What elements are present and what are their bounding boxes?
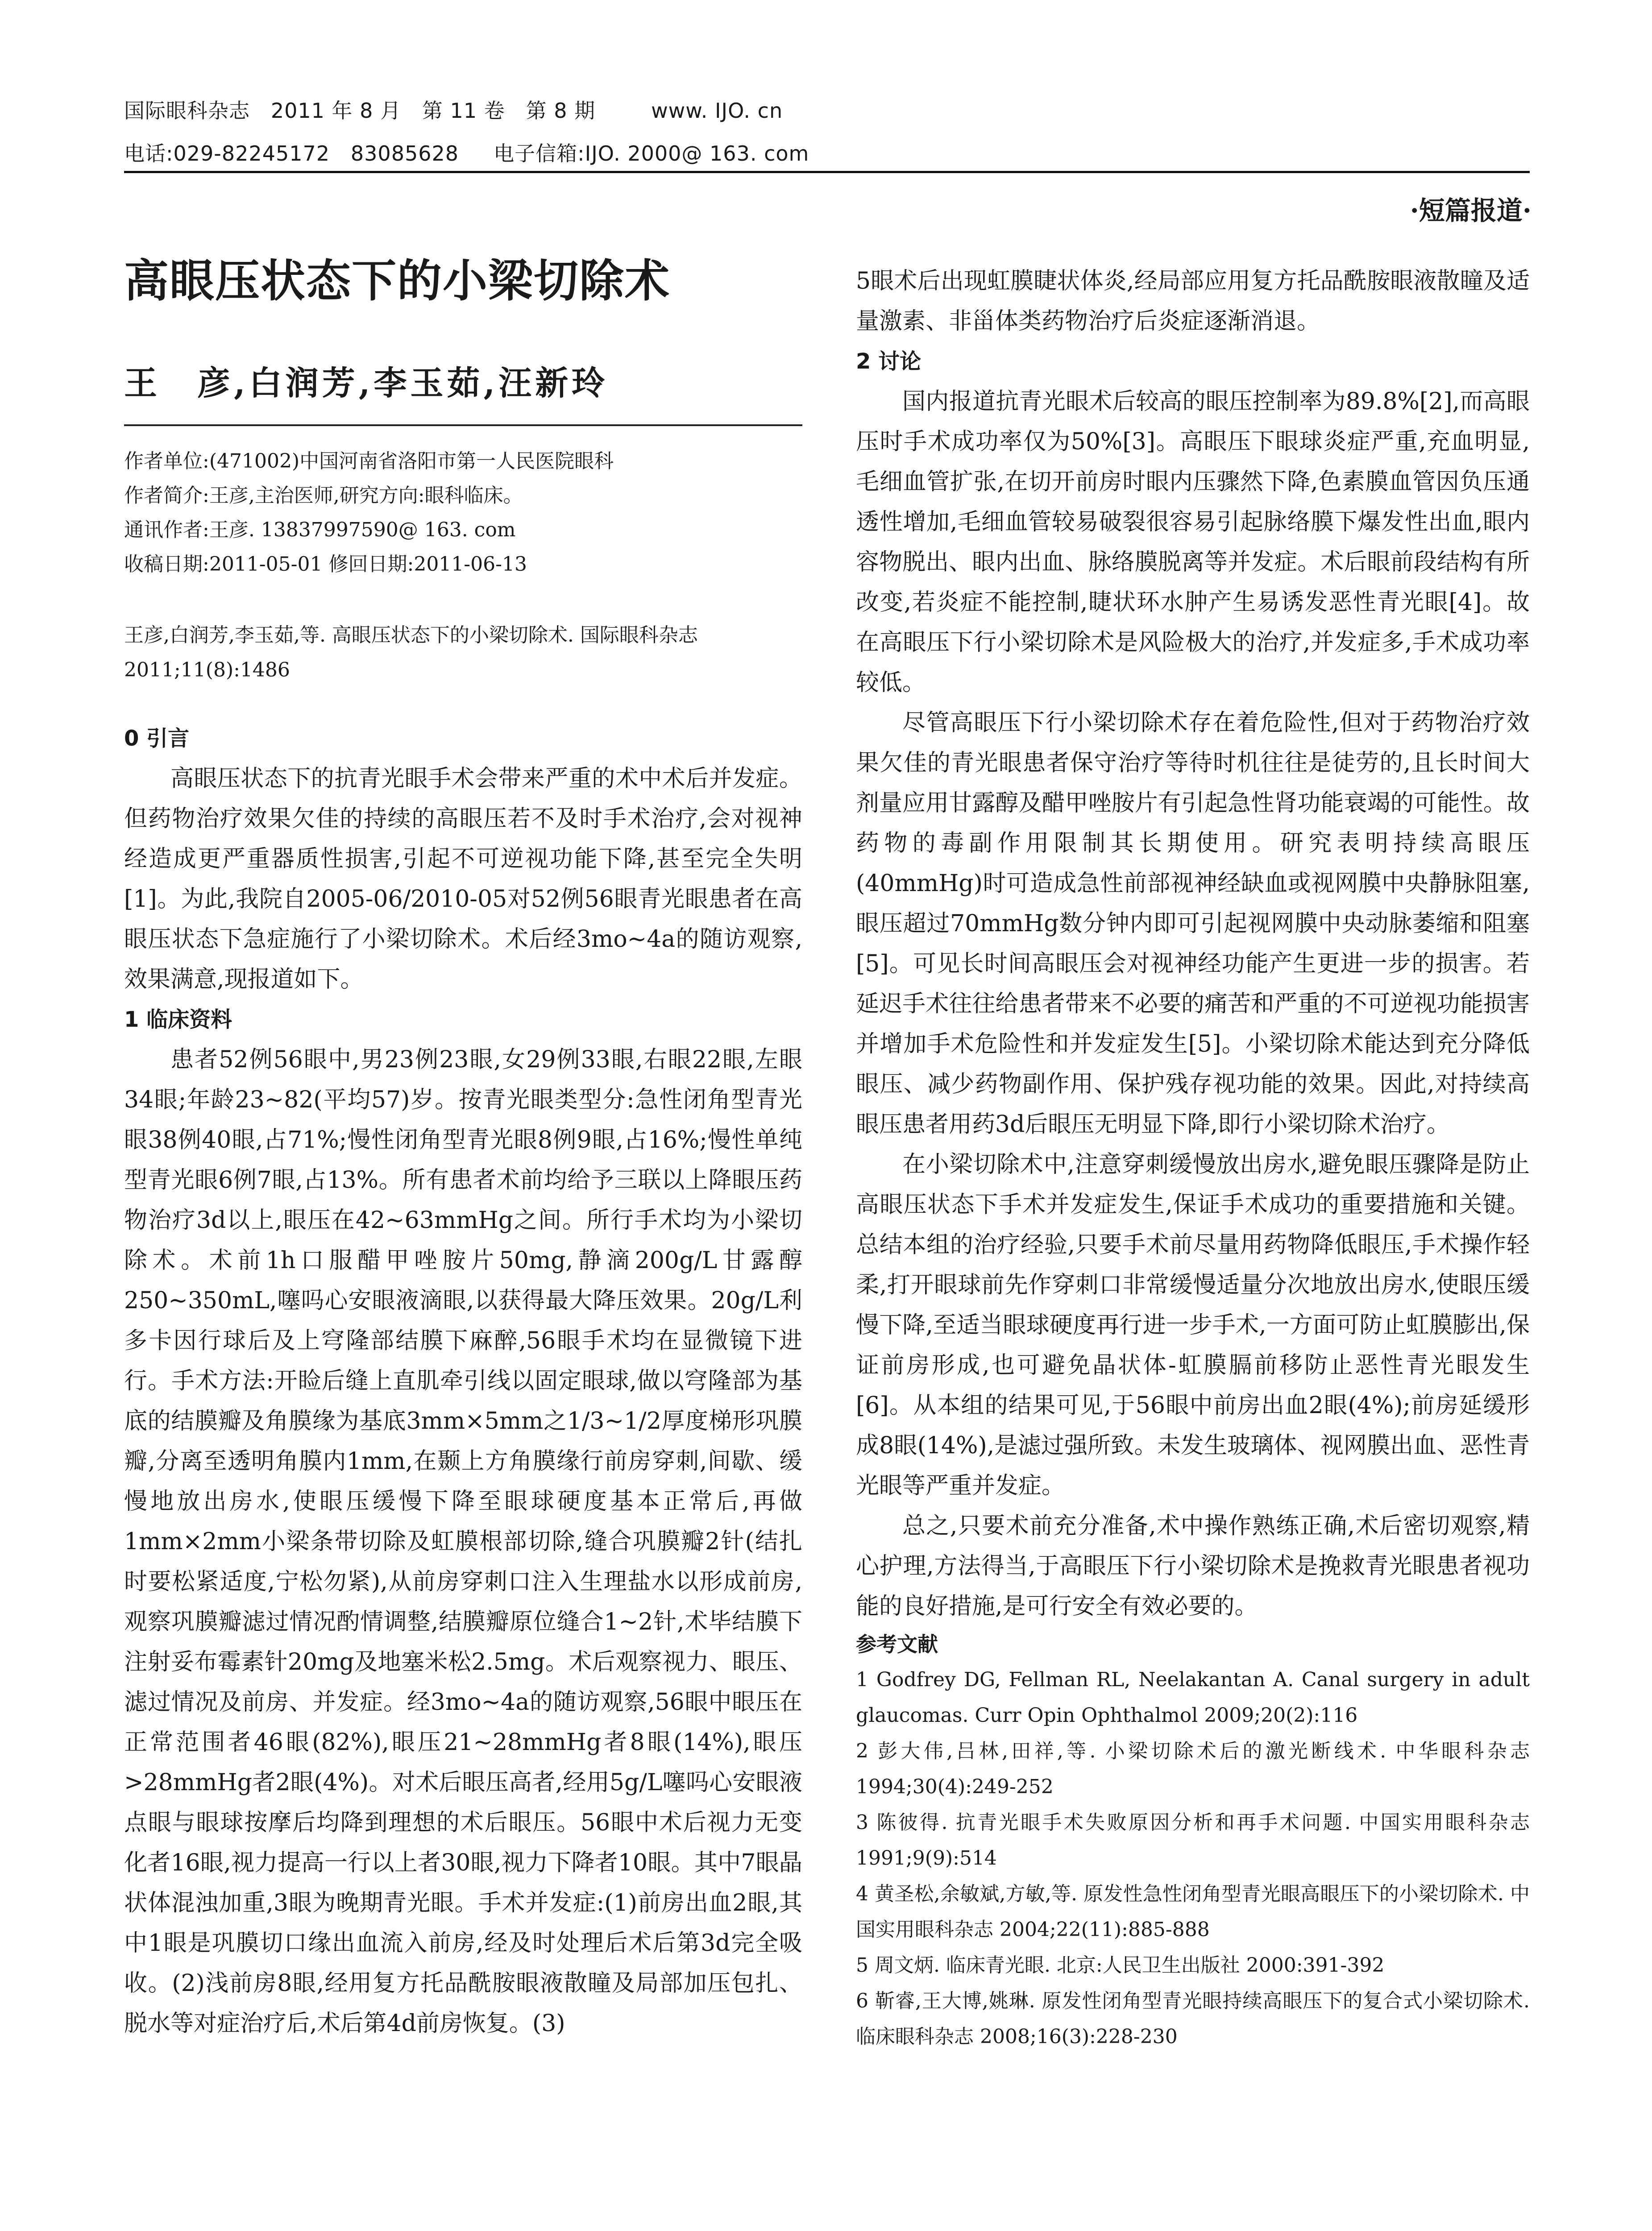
paragraph-discussion-3: 在小梁切除术中,注意穿刺缓慢放出房水,避免眼压骤降是防止高眼压状态下手术并发症发生,保证手术成功的重要措施和关键。总结本组的治疗经验,只要手术前尽量用药物降低眼压,手术操作轻柔,打开眼球前先作穿刺口非常缓慢适量分次地放出房水,使眼压缓慢下降,至适当眼球硬度再行进一步手术,一方面可防止虹膜膨出,保证前房形成,也可避免晶状体-虹膜膈前移防止恶性青光眼发生[6]。从本组的结果可见,于56眼中前房出血2眼(4%);前房延缓形成8眼(14%),是滤过强所致。未发生玻璃体、视网膜出血、恶性青光眼等严重并发症。 xyxy=(856,1151,1530,1499)
journal-header-line2: 电话:029-82245172 83085628 电子信箱:IJO. 2000@ 163. com xyxy=(124,141,809,166)
paragraph-discussion-2: 尽管高眼压下行小梁切除术存在着危险性,但对于药物治疗效果欠佳的青光眼患者保守治疗等待时机往往是徒劳的,且长时间大剂量应用甘露醇及醋甲唑胺片有引起急性肾功能衰竭的可能性。故药物的毒副作用限制其长期使用。研究表明持续高眼压(40mmHg)时可造成急性前部视神经缺血或视网膜中央静脉阻塞,眼压超过70mmHg数分钟内即可引起视网膜中央动脉萎缩和阻塞[5]。可见长时间高眼压会对视神经功能产生更进一步的损害。若延迟手术往往给患者带来不必要的痛苦和严重的不可逆视功能损害并增加手术危险性和并发症发生[5]。小梁切除术能达到充分降低眼压、减少药物副作用、保护残存视功能的效果。因此,对持续高眼压患者用药3d后眼压无明显下降,即行小梁切除术治疗。 xyxy=(856,709,1530,1138)
paragraph-clinical-data: 患者52例56眼中,男23例23眼,女29例33眼,右眼22眼,左眼34眼;年龄23~82(平均57)岁。按青光眼类型分:急性闭角型青光眼38例40眼,占71%;慢性闭角型青光眼8例9眼,占16%;慢性单纯型青光眼6例7眼,占13%。所有患者术前均给予三联以上降眼压药物治疗3d以上,眼压在42~63mmHg之间。所行手术均为小梁切除术。术前1h口服醋甲唑胺片50mg,静滴200g/L甘露醇250~350mL,噻吗心安眼液滴眼,以获得最大降压效果。20g/L利多卡因行球后及上穹隆部结膜下麻醉,56眼手术均在显微镜下进行。手术方法:开睑后缝上直肌牵引线以固定眼球,做以穹隆部为基底的结膜瓣及角膜缘为基底3mm×5mm之1/3~1/2厚度梯形巩膜瓣,分离至透明角膜内1mm,在颞上方角膜缘行前房穿刺,间歇、缓慢地放出房水,使眼压缓慢下降至眼球硬度基本正常后,再做1mm×2mm小梁条带切除及虹膜根部切除,缝合巩膜瓣2针(结扎时要松紧适度,宁松勿紧),从前房穿刺口注入生理盐水以形成前房,观察巩膜瓣滤过情况酌情调整,结膜瓣原位缝合1~2针,术毕结膜下注射妥布霉素针20mg及地塞米松2.5mg。术后观察视力、眼压、滤过情况及前房、并发症。经3mo~4a的随访观察,56眼中眼压在正常范围者46眼(82%),眼压21~28mmHg者8眼(14%),眼压>28mmHg者2眼(4%)。对术后眼压高者,经用5g/L噻吗心安眼液点眼与眼球按摩后均降到理想的术后眼压。56眼中术后视力无变化者16眼,视力提高一行以上者30眼,视力下降者10眼。其中7眼晶状体混浊加重,3眼为晚期青光眼。手术并发症:(1)前房出血2眼,其中1眼是巩膜切口缘出血流入前房,经及时处理后术后第3d完全吸收。(2)浅前房8眼,经用复方托品酰胺眼液散瞳及局部加压包扎、脱水等对症治疗后,术后第4d前房恢复。(3) xyxy=(124,1046,802,2037)
section-tag: ·短篇报道· xyxy=(1410,195,1532,226)
references-list xyxy=(856,1662,1530,2055)
reference-item: 1 Godfrey DG, Fellman RL, Neelakantan A. Canal surgery in adult glaucomas. Curr Opin Ophthalmol 2009;20(2):116 xyxy=(856,1668,1530,1727)
citation-text: 王彦,白润芳,李玉茹,等. 高眼压状态下的小梁切除术. 国际眼科杂志 2011;11(8):1486 xyxy=(124,624,698,681)
left-column xyxy=(124,254,802,2037)
paragraph-introduction: 高眼压状态下的抗青光眼手术会带来严重的术中术后并发症。但药物治疗效果欠佳的持续的高眼压若不及时手术治疗,会对视神经造成更严重器质性损害,引起不可逆视功能下降,甚至完全失明[1]。为此,我院自2005-06/2010-05对52例56眼青光眼患者在高眼压状态下急症施行了小梁切除术。术后经3mo~4a的随访观察,效果满意,现报道如下。 xyxy=(124,765,802,993)
heading-clinical-data: 1 临床资料 xyxy=(124,1007,232,1032)
journal-header-line1: 国际眼科杂志 2011 年 8 月 第 11 卷 第 8 期 www. IJO. cn xyxy=(124,99,783,123)
paragraph-discussion-1: 国内报道抗青光眼术后较高的眼压控制率为89.8%[2],而高眼压时手术成功率仅为50%[3]。高眼压下眼球炎症严重,充血明显,毛细血管扩张,在切开前房时眼内压骤然下降,色素膜血管因负压通透性增加,毛细血管较易破裂很容易引起脉络膜下爆发性出血,眼内容物脱出、眼内出血、脉络膜脱离等并发症。术后眼前段结构有所改变,若炎症不能控制,睫状环水肿产生易诱发恶性青光眼[4]。故在高眼压下行小梁切除术是风险极大的治疗,并发症多,手术成功率较低。 xyxy=(856,388,1530,696)
reference-item: 2 彭大伟,吕林,田祥,等. 小梁切除术后的激光断线术. 中华眼科杂志 1994;30(4):249-252 xyxy=(856,1740,1530,1798)
article-title: 高眼压状态下的小梁切除术 xyxy=(124,255,670,307)
meta-bio: 作者简介:王彦,主治医师,研究方向:眼科临床。 xyxy=(124,484,523,507)
author-meta xyxy=(124,444,802,581)
right-column xyxy=(856,261,1530,2055)
paragraph-clinical-data-cont: 5眼术后出现虹膜睫状体炎,经局部应用复方托品酰胺眼液散瞳及适量激素、非甾体类药物治疗后炎症逐渐消退。 xyxy=(856,268,1530,335)
heading-discussion: 2 讨论 xyxy=(856,349,921,374)
meta-dates: 收稿日期:2011-05-01 修回日期:2011-06-13 xyxy=(124,553,527,576)
reference-item: 4 黄圣松,余敏斌,方敏,等. 原发性急性闭角型青光眼高眼压下的小梁切除术. 中国实用眼科杂志 2004;22(11):885-888 xyxy=(856,1883,1530,1941)
paragraph-discussion-4: 总之,只要术前充分准备,术中操作熟练正确,术后密切观察,精心护理,方法得当,于高眼压下行小梁切除术是挽救青光眼患者视功能的良好措施,是可行安全有效必要的。 xyxy=(856,1513,1530,1620)
header-rule xyxy=(124,171,1530,173)
heading-introduction: 0 引言 xyxy=(124,726,190,751)
reference-item: 5 周文炳. 临床青光眼. 北京:人民卫生出版社 2000:391-392 xyxy=(856,1954,1385,1977)
article-authors: 王 彦,白润芳,李玉茹,汪新玲 xyxy=(124,364,609,402)
meta-correspondence: 通讯作者:王彦. 13837997590@ 163. com xyxy=(124,518,516,541)
meta-affiliation: 作者单位:(471002)中国河南省洛阳市第一人民医院眼科 xyxy=(124,450,614,473)
author-rule xyxy=(124,424,802,426)
left-body xyxy=(124,718,802,2044)
references-heading: 参考文献 xyxy=(856,1632,938,1656)
reference-item: 3 陈彼得. 抗青光眼手术失败原因分析和再手术问题. 中国实用眼科杂志 1991;9(9):514 xyxy=(856,1811,1530,1870)
reference-item: 6 靳睿,王大博,姚琳. 原发性闭角型青光眼持续高眼压下的复合式小梁切除术. 临床眼科杂志 2008;16(3):228-230 xyxy=(856,1990,1530,2048)
